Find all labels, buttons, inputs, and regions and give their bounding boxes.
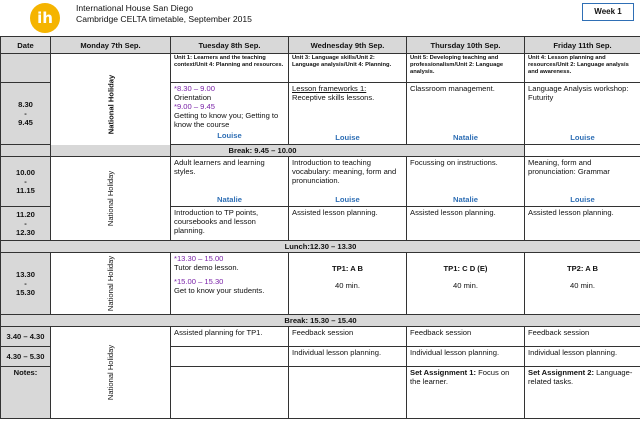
- col-thursday: Thursday 10th Sep.: [407, 37, 525, 54]
- thu-430: Individual lesson planning.: [407, 347, 525, 367]
- unit-thu: Unit 5: Developing teaching and professionalism/Unit 2: Language analysis.: [407, 54, 525, 83]
- col-monday: Monday 7th Sep.: [51, 37, 171, 54]
- thu-notes: [407, 367, 525, 419]
- col-date: Date: [1, 37, 51, 54]
- wed-title: Lesson frameworks 1:: [292, 84, 367, 93]
- holiday-label: National Holiday: [105, 255, 115, 312]
- tue-activity-2: Get to know your students.: [174, 286, 265, 295]
- notes-label: Notes:: [1, 367, 51, 419]
- tue-time-2: *15.00 – 15.30: [174, 277, 224, 286]
- slot-1000: [1, 157, 640, 207]
- trainer-label: Louise: [335, 195, 360, 204]
- tue-time-1: *8.30 – 9.00: [174, 84, 215, 93]
- unit-tue: Unit 1: Learners and the teaching context/Unit 4: Planning and resources.: [171, 54, 289, 83]
- time-430: 4.30 – 5.30: [1, 347, 51, 367]
- time-end: 15.30: [15, 288, 35, 297]
- break-label-2: Break: 15.30 – 15.40: [1, 315, 640, 327]
- timetable-title: Cambridge CELTA timetable, September 2015: [76, 14, 252, 24]
- time-start: 8.30: [18, 100, 33, 109]
- tue-1330: [171, 253, 289, 315]
- thu-1330: [407, 253, 525, 315]
- tue-430: [171, 347, 289, 367]
- thu-text: Focussing on instructions.: [410, 158, 498, 167]
- holiday-label: National Holiday: [105, 344, 115, 401]
- assignment-1-title: Set Assignment 1:: [410, 368, 476, 377]
- tue-1000: [171, 157, 289, 207]
- thu-830: [407, 83, 525, 145]
- fri-tp: TP2: A B: [566, 264, 599, 273]
- time-sep: -: [24, 109, 27, 118]
- ih-logo: ih: [30, 3, 60, 33]
- holiday-label: National Holiday: [106, 74, 115, 134]
- fri-1120: Assisted lesson planning.: [525, 207, 640, 241]
- slot-340: [1, 327, 640, 347]
- time-start: 13.30: [15, 270, 35, 279]
- wed-340: Feedback session: [289, 327, 407, 347]
- trainer-label: Louise: [570, 133, 595, 142]
- wed-duration: 40 min.: [335, 281, 360, 290]
- org-title: [76, 3, 252, 25]
- fri-1000: [525, 157, 640, 207]
- trainer-label: Louise: [335, 133, 360, 142]
- time-sep: -: [24, 177, 27, 186]
- wed-notes: [289, 367, 407, 419]
- time-1000: [1, 157, 51, 207]
- wed-1120: Assisted lesson planning.: [289, 207, 407, 241]
- break-row-2: [1, 315, 640, 327]
- units-date-cell: [1, 54, 51, 83]
- time-1120: [1, 207, 51, 241]
- col-wednesday: Wednesday 9th Sep.: [289, 37, 407, 54]
- week-label: Week 1: [582, 3, 634, 21]
- fri-duration: 40 min.: [570, 281, 595, 290]
- org-name: International House San Diego: [76, 3, 194, 13]
- monday-holiday-3: [51, 253, 171, 315]
- col-tuesday: Tuesday 8th Sep.: [171, 37, 289, 54]
- tue-340: Assisted planning for TP1.: [171, 327, 289, 347]
- unit-wed: Unit 3: Language skills/Unit 2: Language analysis/Unit 4: Planning.: [289, 54, 407, 83]
- wed-1000: [289, 157, 407, 207]
- fri-1330: [525, 253, 640, 315]
- header-row: [1, 37, 640, 54]
- lunch-label: Lunch:12.30 – 13.30: [1, 241, 640, 253]
- tue-1120: Introduction to TP points, coursebooks and lesson planning.: [171, 207, 289, 241]
- fri-430: Individual lesson planning.: [525, 347, 640, 367]
- time-end: 12.30: [15, 228, 35, 237]
- fri-notes: [525, 367, 640, 419]
- slot-1330: [1, 253, 640, 315]
- time-1330: [1, 253, 51, 315]
- wed-tp: TP1: A B: [331, 264, 364, 273]
- time-end: 9.45: [18, 118, 33, 127]
- fri-340: Feedback session: [525, 327, 640, 347]
- break-row-1: [1, 145, 640, 157]
- thu-text: Classroom management.: [410, 84, 495, 93]
- tue-time-1: *13.30 – 15.00: [174, 254, 224, 263]
- wed-830: [289, 83, 407, 145]
- tue-time-2: *9.00 – 9.45: [174, 102, 215, 111]
- tue-activity-1: Tutor demo lesson.: [174, 263, 239, 272]
- unit-fri: Unit 4: Lesson planning and resources/Unit 2: Language analysis and awareness.: [525, 54, 640, 83]
- trainer-label: Louise: [570, 195, 595, 204]
- trainer-label: Natalie: [217, 195, 242, 204]
- wed-text: Receptive skills lessons.: [292, 93, 375, 102]
- tue-activity-1: Orientation: [174, 93, 212, 102]
- units-row: [1, 54, 640, 83]
- lunch-row: [1, 241, 640, 253]
- time-start: 11.20: [16, 210, 35, 219]
- assignment-1-text: Focus on the learner.: [410, 368, 510, 386]
- monday-holiday-4: [51, 327, 171, 419]
- fri-text: Language Analysis workshop: Futurity: [528, 84, 629, 102]
- time-sep: -: [24, 279, 27, 288]
- tue-notes: [171, 367, 289, 419]
- time-340: 3.40 – 4.30: [1, 327, 51, 347]
- time-sep: -: [24, 219, 27, 228]
- thu-duration: 40 min.: [453, 281, 478, 290]
- wed-text: Introduction to teaching vocabulary: meaning, form and pronunciation.: [292, 158, 397, 185]
- trainer-label: Natalie: [453, 133, 478, 142]
- fri-830: [525, 83, 640, 145]
- col-friday: Friday 11th Sep.: [525, 37, 640, 54]
- wed-1330: [289, 253, 407, 315]
- monday-holiday-1: [51, 54, 171, 157]
- thu-340: Feedback session: [407, 327, 525, 347]
- monday-holiday-2: [51, 157, 171, 241]
- fri-text: Meaning, form and pronunciation: Grammar: [528, 158, 610, 176]
- assignment-2-title: Set Assignment 2:: [528, 368, 594, 377]
- break-label-1: Break: 9.45 – 10.00: [1, 145, 525, 157]
- tue-text: Adult learners and learning styles.: [174, 158, 265, 176]
- thu-1000: [407, 157, 525, 207]
- holiday-label: National Holiday: [105, 170, 115, 227]
- thu-1120: Assisted lesson planning.: [407, 207, 525, 241]
- time-830: [1, 83, 51, 145]
- wed-430: Individual lesson planning.: [289, 347, 407, 367]
- timetable: [0, 36, 640, 419]
- thu-tp: TP1: C D (E): [443, 264, 488, 273]
- tue-830: [171, 83, 289, 145]
- trainer-label: Natalie: [453, 195, 478, 204]
- assignment-2-text: Language-related tasks.: [528, 368, 633, 386]
- tue-activity-2: Getting to know you; Getting to know the course: [174, 111, 279, 129]
- time-end: 11.15: [16, 186, 35, 195]
- trainer-label: Louise: [217, 131, 242, 140]
- time-start: 10.00: [15, 168, 35, 177]
- page-header: [0, 0, 640, 36]
